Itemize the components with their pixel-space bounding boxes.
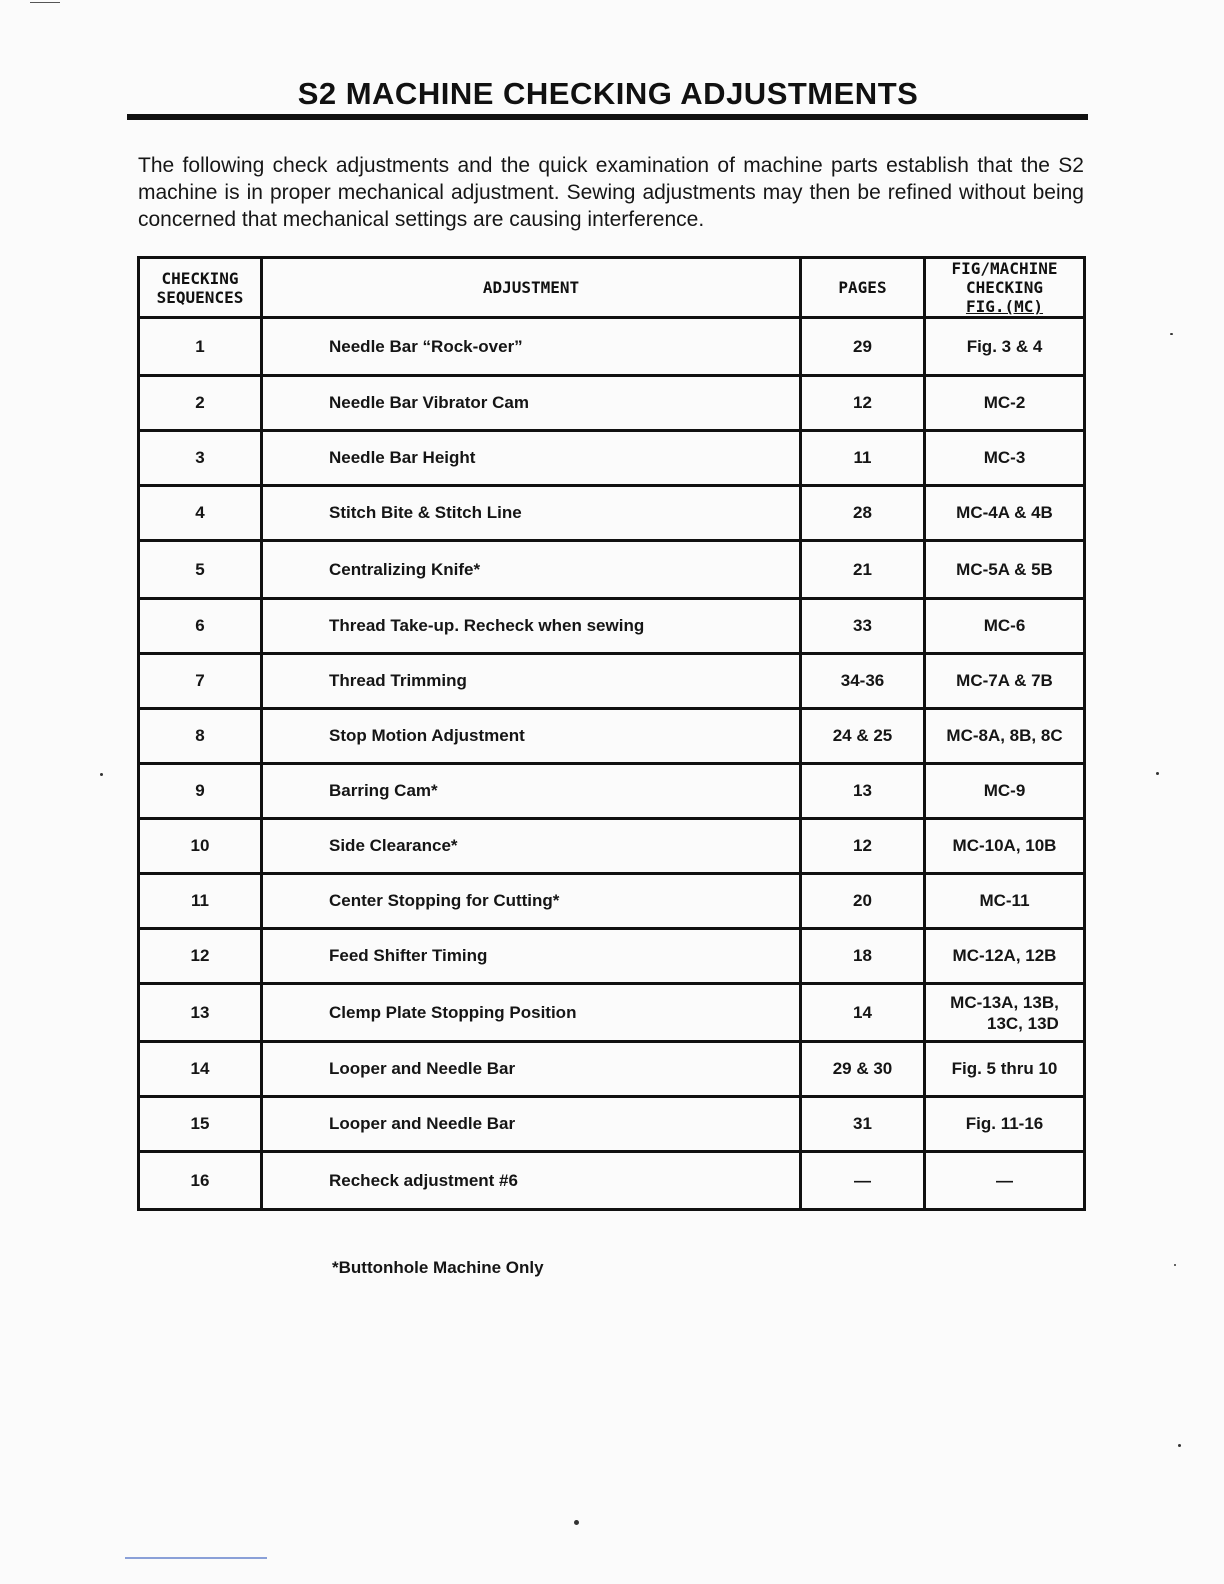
fig-cell: Fig. 5 thru 10	[925, 1042, 1085, 1097]
adjustment-cell: Barring Cam*	[262, 764, 801, 819]
table-row	[139, 1097, 1085, 1152]
table-row	[139, 819, 1085, 874]
table-row	[139, 874, 1085, 929]
pages-cell: 12	[801, 376, 925, 431]
table-row	[139, 764, 1085, 819]
adjustment-cell: Looper and Needle Bar	[262, 1042, 801, 1097]
fig-cell: MC-12A, 12B	[925, 929, 1085, 984]
sequence-cell: 1	[139, 318, 262, 376]
pages-cell: 20	[801, 874, 925, 929]
adjustment-cell: Needle Bar Vibrator Cam	[262, 376, 801, 431]
fig-cell: MC-6	[925, 599, 1085, 654]
checking-adjustments-table	[137, 256, 1086, 1211]
fig-cell: MC-10A, 10B	[925, 819, 1085, 874]
fig-cell: —	[925, 1152, 1085, 1210]
sequence-cell: 5	[139, 541, 262, 599]
header-fig-line1: FIG/MACHINE	[951, 259, 1058, 278]
sequence-cell: 14	[139, 1042, 262, 1097]
fig-line1: MC-13A, 13B,	[950, 992, 1059, 1012]
header-sequence-line1: CHECKING	[161, 268, 239, 288]
header-fig-line3: FIG.(MC)	[965, 297, 1044, 316]
header-fig-machine	[925, 258, 1085, 318]
fig-cell: MC-11	[925, 874, 1085, 929]
intro-paragraph: The following check adjustments and the quick examination of machine parts establish that the S2 machine is in proper mechanical adjustment. Sewing adjustments may then be refined without being concerned that mechanical settings are causing interference.	[138, 154, 1084, 231]
pages-cell: 28	[801, 486, 925, 541]
fig-cell: MC-8A, 8B, 8C	[925, 709, 1085, 764]
adjustment-cell: Recheck adjustment #6	[262, 1152, 801, 1210]
pages-cell: 18	[801, 929, 925, 984]
adjustment-cell: Center Stopping for Cutting*	[262, 874, 801, 929]
pages-cell: 11	[801, 431, 925, 486]
header-adjustment: ADJUSTMENT	[262, 258, 801, 318]
pages-cell: 24 & 25	[801, 709, 925, 764]
fig-cell: MC-4A & 4B	[925, 486, 1085, 541]
sequence-cell: 6	[139, 599, 262, 654]
table-row	[139, 318, 1085, 376]
scan-speck	[574, 1520, 579, 1525]
pages-cell: 33	[801, 599, 925, 654]
fig-cell: MC-7A & 7B	[925, 654, 1085, 709]
table-row	[139, 1042, 1085, 1097]
title-rule	[127, 114, 1088, 120]
scan-speck	[1174, 1264, 1176, 1266]
sequence-cell: 8	[139, 709, 262, 764]
table-row	[139, 541, 1085, 599]
sequence-cell: 4	[139, 486, 262, 541]
pages-cell: 29 & 30	[801, 1042, 925, 1097]
sequence-cell: 2	[139, 376, 262, 431]
adjustment-cell: Feed Shifter Timing	[262, 929, 801, 984]
fig-cell: MC-5A & 5B	[925, 541, 1085, 599]
fig-cell	[925, 984, 1085, 1042]
sequence-cell: 7	[139, 654, 262, 709]
pages-cell: 21	[801, 541, 925, 599]
pages-cell: 31	[801, 1097, 925, 1152]
adjustment-cell: Centralizing Knife*	[262, 541, 801, 599]
table-row	[139, 984, 1085, 1042]
pages-cell: 29	[801, 318, 925, 376]
header-pages: PAGES	[801, 258, 925, 318]
adjustment-cell: Clemp Plate Stopping Position	[262, 984, 801, 1042]
adjustment-cell: Thread Trimming	[262, 654, 801, 709]
sequence-cell: 11	[139, 874, 262, 929]
table-row	[139, 654, 1085, 709]
sequence-cell: 10	[139, 819, 262, 874]
adjustment-cell: Needle Bar Height	[262, 431, 801, 486]
fig-cell: MC-9	[925, 764, 1085, 819]
adjustment-cell: Side Clearance*	[262, 819, 801, 874]
sequence-cell: 9	[139, 764, 262, 819]
page-title: S2 MACHINE CHECKING ADJUSTMENTS	[297, 76, 919, 111]
header-sequence-line2: SEQUENCES	[156, 287, 244, 307]
fig-cell: Fig. 11-16	[925, 1097, 1085, 1152]
header-checking-sequences	[139, 258, 262, 318]
table-row	[139, 431, 1085, 486]
sequence-cell: 12	[139, 929, 262, 984]
sequence-cell: 15	[139, 1097, 262, 1152]
adjustment-cell: Stitch Bite & Stitch Line	[262, 486, 801, 541]
table-row	[139, 709, 1085, 764]
table-row	[139, 376, 1085, 431]
adjustment-cell: Looper and Needle Bar	[262, 1097, 801, 1152]
fig-cell: Fig. 3 & 4	[925, 318, 1085, 376]
adjustment-cell: Thread Take-up. Recheck when sewing	[262, 599, 801, 654]
table-row	[139, 929, 1085, 984]
fig-multiline	[950, 992, 1059, 1034]
pages-cell: 12	[801, 819, 925, 874]
scan-speck	[1178, 1444, 1181, 1447]
scan-edge-mark	[125, 1557, 267, 1559]
sequence-cell: 13	[139, 984, 262, 1042]
header-fig-line2: CHECKING	[965, 278, 1044, 297]
fig-line2: 13C, 13D	[986, 1013, 1059, 1033]
pages-cell: 13	[801, 764, 925, 819]
sequence-cell: 16	[139, 1152, 262, 1210]
sequence-cell: 3	[139, 431, 262, 486]
adjustment-cell: Needle Bar “Rock-over”	[262, 318, 801, 376]
fig-cell: MC-3	[925, 431, 1085, 486]
pages-cell: 14	[801, 984, 925, 1042]
scan-speck	[100, 773, 103, 776]
footnote: *Buttonhole Machine Only	[332, 1258, 544, 1277]
fig-cell: MC-2	[925, 376, 1085, 431]
table-row	[139, 599, 1085, 654]
pages-cell: —	[801, 1152, 925, 1210]
pages-cell: 34-36	[801, 654, 925, 709]
scan-speck	[1156, 772, 1159, 775]
scan-corner-mark	[30, 2, 60, 3]
scan-speck	[1170, 333, 1173, 335]
adjustment-cell: Stop Motion Adjustment	[262, 709, 801, 764]
table-row	[139, 486, 1085, 541]
table-header-row	[139, 258, 1085, 318]
table-row	[139, 1152, 1085, 1210]
